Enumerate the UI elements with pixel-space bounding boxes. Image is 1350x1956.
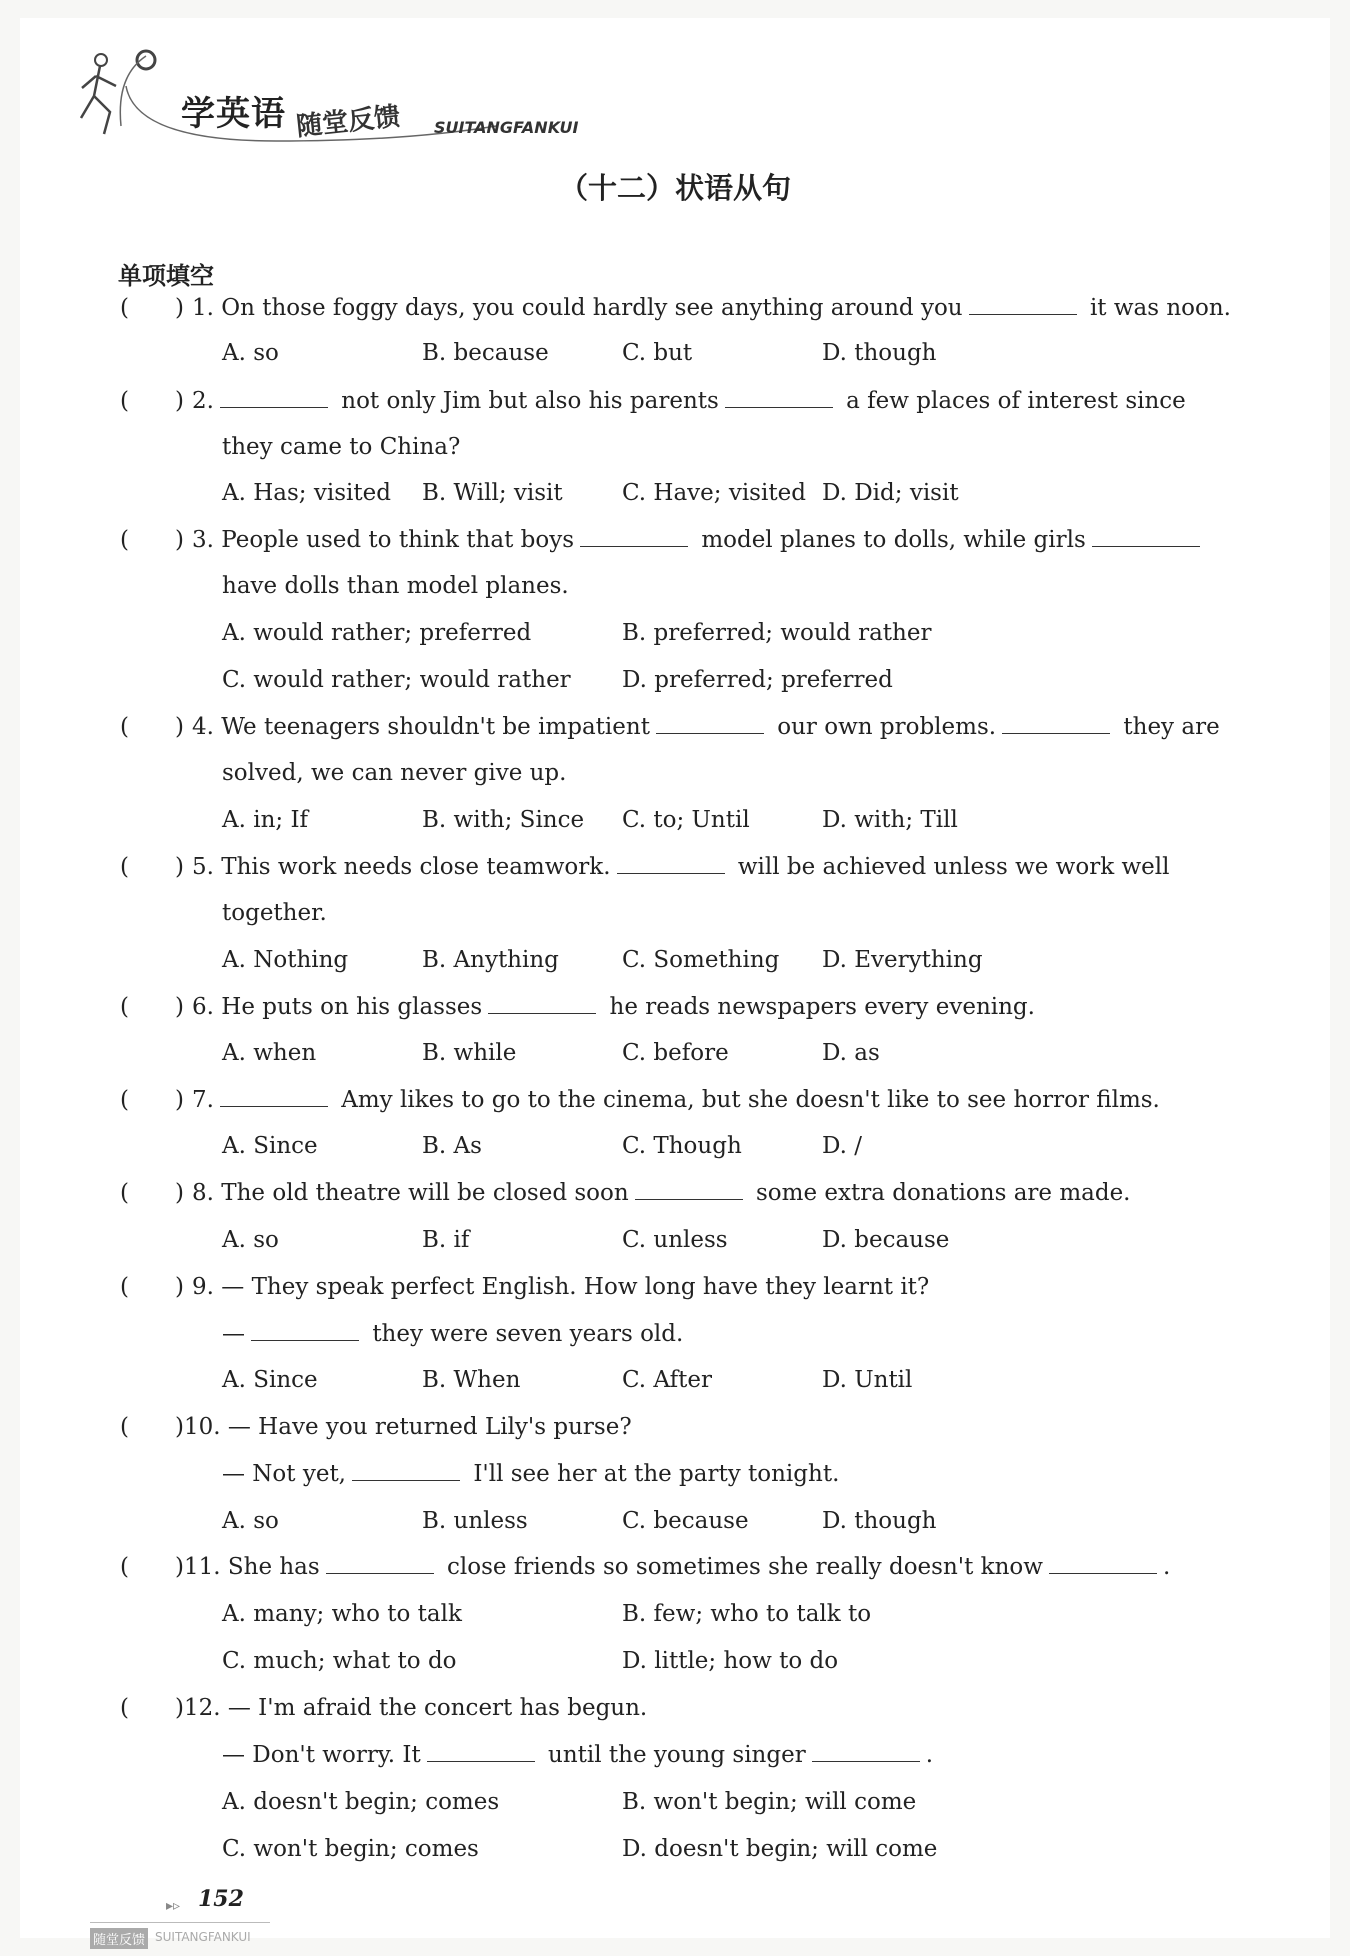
question-text: our own problems. xyxy=(777,714,997,740)
answer-paren-close: ) xyxy=(175,994,184,1020)
question-text: until the young singer xyxy=(548,1742,806,1768)
question-answer-line xyxy=(222,1319,683,1349)
question-text: solved, we can never give up. xyxy=(222,760,567,786)
answer-blank xyxy=(617,853,725,874)
answer-paren-close: ) xyxy=(175,854,184,880)
answer-paren-open: ( xyxy=(120,1554,129,1580)
question-number: 7. xyxy=(192,1087,214,1113)
logo-main-text: 学英语 xyxy=(181,94,286,134)
answer-paren-close: ) xyxy=(175,388,184,414)
question-text: — Not yet, xyxy=(222,1461,346,1487)
question-5 xyxy=(192,852,1169,882)
question-3 xyxy=(192,525,1206,555)
question-4 xyxy=(192,712,1220,742)
answer-paren-open: ( xyxy=(120,527,129,553)
option-b: B. few; who to talk to xyxy=(622,1601,872,1627)
answer-paren-open: ( xyxy=(120,1414,129,1440)
answer-blank xyxy=(812,1741,920,1762)
answer-blank xyxy=(656,713,764,734)
option-b: B. while xyxy=(422,1040,517,1066)
header-logo xyxy=(76,46,636,156)
option-b: B. unless xyxy=(422,1508,528,1534)
question-text: I'll see her at the party tonight. xyxy=(473,1461,840,1487)
option-b: B. Will; visit xyxy=(422,480,563,506)
option-d: D. doesn't begin; will come xyxy=(622,1836,938,1862)
question-text: together. xyxy=(222,900,327,926)
question-answer-line xyxy=(222,1459,839,1489)
answer-paren-open: ( xyxy=(120,994,129,1020)
logo-sub-text: 随堂反馈 xyxy=(294,101,402,143)
option-d: D. because xyxy=(822,1227,950,1253)
question-text: they are xyxy=(1123,714,1220,740)
answer-paren-close: ) xyxy=(175,527,184,553)
option-b: B. because xyxy=(422,340,549,366)
question-text: — Have you returned Lily's purse? xyxy=(227,1414,632,1440)
option-a: A. so xyxy=(222,1227,279,1253)
question-2 xyxy=(192,386,1186,416)
question-number: )11. xyxy=(175,1554,221,1580)
answer-blank xyxy=(251,1320,359,1341)
question-text: On those foggy days, you could hardly see anything around you xyxy=(221,295,963,321)
arrow-icon: ▸▹ xyxy=(166,1898,181,1914)
option-b: B. Anything xyxy=(422,947,559,973)
question-text: have dolls than model planes. xyxy=(222,573,569,599)
answer-blank xyxy=(1092,526,1200,547)
option-b: B. with; Since xyxy=(422,807,585,833)
option-a: A. in; If xyxy=(222,807,309,833)
answer-blank xyxy=(488,993,596,1014)
option-a: A. many; who to talk xyxy=(222,1601,462,1627)
answer-blank xyxy=(352,1460,460,1481)
option-d: D. though xyxy=(822,1508,937,1534)
option-d: D. preferred; preferred xyxy=(622,667,893,693)
answer-blank xyxy=(635,1179,743,1200)
answer-blank xyxy=(326,1553,434,1574)
answer-blank xyxy=(969,294,1077,315)
option-c: C. would rather; would rather xyxy=(222,667,571,693)
question-text: He puts on his glasses xyxy=(221,994,483,1020)
option-d: D. Did; visit xyxy=(822,480,959,506)
question-text: a few places of interest since xyxy=(846,388,1186,414)
option-c: C. but xyxy=(622,340,693,366)
question-answer-line xyxy=(222,1740,933,1770)
period: . xyxy=(925,1742,933,1768)
footer-divider xyxy=(90,1922,270,1923)
question-10 xyxy=(175,1412,632,1442)
question-text: Amy likes to go to the cinema, but she doesn't like to see horror films. xyxy=(341,1087,1160,1113)
question-text: not only Jim but also his parents xyxy=(341,388,719,414)
answer-paren-close: ) xyxy=(175,1087,184,1113)
option-a: A. Has; visited xyxy=(222,480,391,506)
answer-blank xyxy=(580,526,688,547)
answer-paren-open: ( xyxy=(120,714,129,740)
question-9 xyxy=(192,1272,929,1302)
option-a: A. so xyxy=(222,340,279,366)
question-1 xyxy=(192,293,1231,323)
question-text: some extra donations are made. xyxy=(756,1180,1131,1206)
option-a: A. would rather; preferred xyxy=(222,620,532,646)
answer-blank xyxy=(1002,713,1110,734)
question-text: it was noon. xyxy=(1089,295,1231,321)
logo-en-text: SUITANGFANKUI xyxy=(434,118,579,137)
option-d: D. little; how to do xyxy=(622,1648,839,1674)
page-title: （十二）状语从句 xyxy=(558,171,791,205)
answer-paren-close: ) xyxy=(175,1180,184,1206)
option-c: C. unless xyxy=(622,1227,728,1253)
answer-paren-open: ( xyxy=(120,388,129,414)
option-a: A. Since xyxy=(222,1367,318,1393)
question-number: 1. xyxy=(192,295,214,321)
question-8 xyxy=(192,1178,1131,1208)
option-a: A. when xyxy=(222,1040,317,1066)
dash: — xyxy=(222,1321,245,1347)
answer-paren-open: ( xyxy=(120,1180,129,1206)
question-number: 3. xyxy=(192,527,214,553)
answer-paren-open: ( xyxy=(120,295,129,321)
question-text: he reads newspapers every evening. xyxy=(609,994,1035,1020)
answer-blank xyxy=(220,1086,328,1107)
option-c: C. Something xyxy=(622,947,780,973)
answer-blank xyxy=(427,1741,535,1762)
question-text: She has xyxy=(227,1554,320,1580)
section-heading: 单项填空 xyxy=(118,262,214,290)
option-a: A. so xyxy=(222,1508,279,1534)
question-number: 9. xyxy=(192,1274,214,1300)
page-number: 152 xyxy=(198,1886,244,1912)
option-c: C. After xyxy=(622,1367,712,1393)
question-text: they came to China? xyxy=(222,434,461,460)
option-d: D. Until xyxy=(822,1367,913,1393)
option-a: A. Since xyxy=(222,1133,318,1159)
option-b: B. won't begin; will come xyxy=(622,1789,917,1815)
question-number: 6. xyxy=(192,994,214,1020)
option-b: B. As xyxy=(422,1133,482,1159)
answer-blank xyxy=(1049,1553,1157,1574)
answer-paren-close: ) xyxy=(175,1274,184,1300)
question-number: )10. xyxy=(175,1414,221,1440)
question-12 xyxy=(175,1693,647,1723)
question-text: — I'm afraid the concert has begun. xyxy=(227,1695,648,1721)
option-a: A. doesn't begin; comes xyxy=(222,1789,500,1815)
footer-brand-en: SUITANGFANKUI xyxy=(155,1930,251,1944)
answer-paren-close: ) xyxy=(175,714,184,740)
answer-paren-close: ) xyxy=(175,295,184,321)
option-b: B. When xyxy=(422,1367,521,1393)
answer-blank xyxy=(725,387,833,408)
question-7 xyxy=(192,1085,1160,1115)
option-c: C. much; what to do xyxy=(222,1648,457,1674)
period: . xyxy=(1162,1554,1171,1580)
question-text: People used to think that boys xyxy=(221,527,574,553)
question-text: The old theatre will be closed soon xyxy=(221,1180,629,1206)
question-text: We teenagers shouldn't be impatient xyxy=(221,714,650,740)
option-b: B. if xyxy=(422,1227,470,1253)
question-text: will be achieved unless we work well xyxy=(737,854,1170,880)
question-number: 8. xyxy=(192,1180,214,1206)
question-11 xyxy=(175,1552,1170,1582)
option-d: D. with; Till xyxy=(822,807,958,833)
question-text: close friends so sometimes she really doesn't know xyxy=(447,1554,1043,1580)
option-d: D. / xyxy=(822,1133,862,1159)
answer-paren-open: ( xyxy=(120,1087,129,1113)
answer-paren-open: ( xyxy=(120,1695,129,1721)
option-c: C. to; Until xyxy=(622,807,750,833)
page xyxy=(20,18,1330,1948)
question-text: — Don't worry. It xyxy=(222,1742,421,1768)
option-d: D. as xyxy=(822,1040,880,1066)
question-text: This work needs close teamwork. xyxy=(221,854,611,880)
question-number: 2. xyxy=(192,388,214,414)
option-c: C. because xyxy=(622,1508,749,1534)
option-c: C. before xyxy=(622,1040,729,1066)
footer-brand: 随堂反馈 xyxy=(90,1928,148,1949)
question-text: they were seven years old. xyxy=(372,1321,684,1347)
option-a: A. Nothing xyxy=(222,947,349,973)
option-d: D. though xyxy=(822,340,937,366)
option-b: B. preferred; would rather xyxy=(622,620,932,646)
option-c: C. won't begin; comes xyxy=(222,1836,479,1862)
answer-blank xyxy=(220,387,328,408)
option-d: D. Everything xyxy=(822,947,983,973)
question-number: 4. xyxy=(192,714,214,740)
question-text: model planes to dolls, while girls xyxy=(701,527,1086,553)
question-number: )12. xyxy=(175,1695,221,1721)
question-6 xyxy=(192,992,1035,1022)
answer-paren-open: ( xyxy=(120,854,129,880)
question-text: — They speak perfect English. How long have they learnt it? xyxy=(221,1274,930,1300)
option-c: C. Though xyxy=(622,1133,742,1159)
answer-paren-open: ( xyxy=(120,1274,129,1300)
option-c: C. Have; visited xyxy=(622,480,806,506)
question-number: 5. xyxy=(192,854,214,880)
